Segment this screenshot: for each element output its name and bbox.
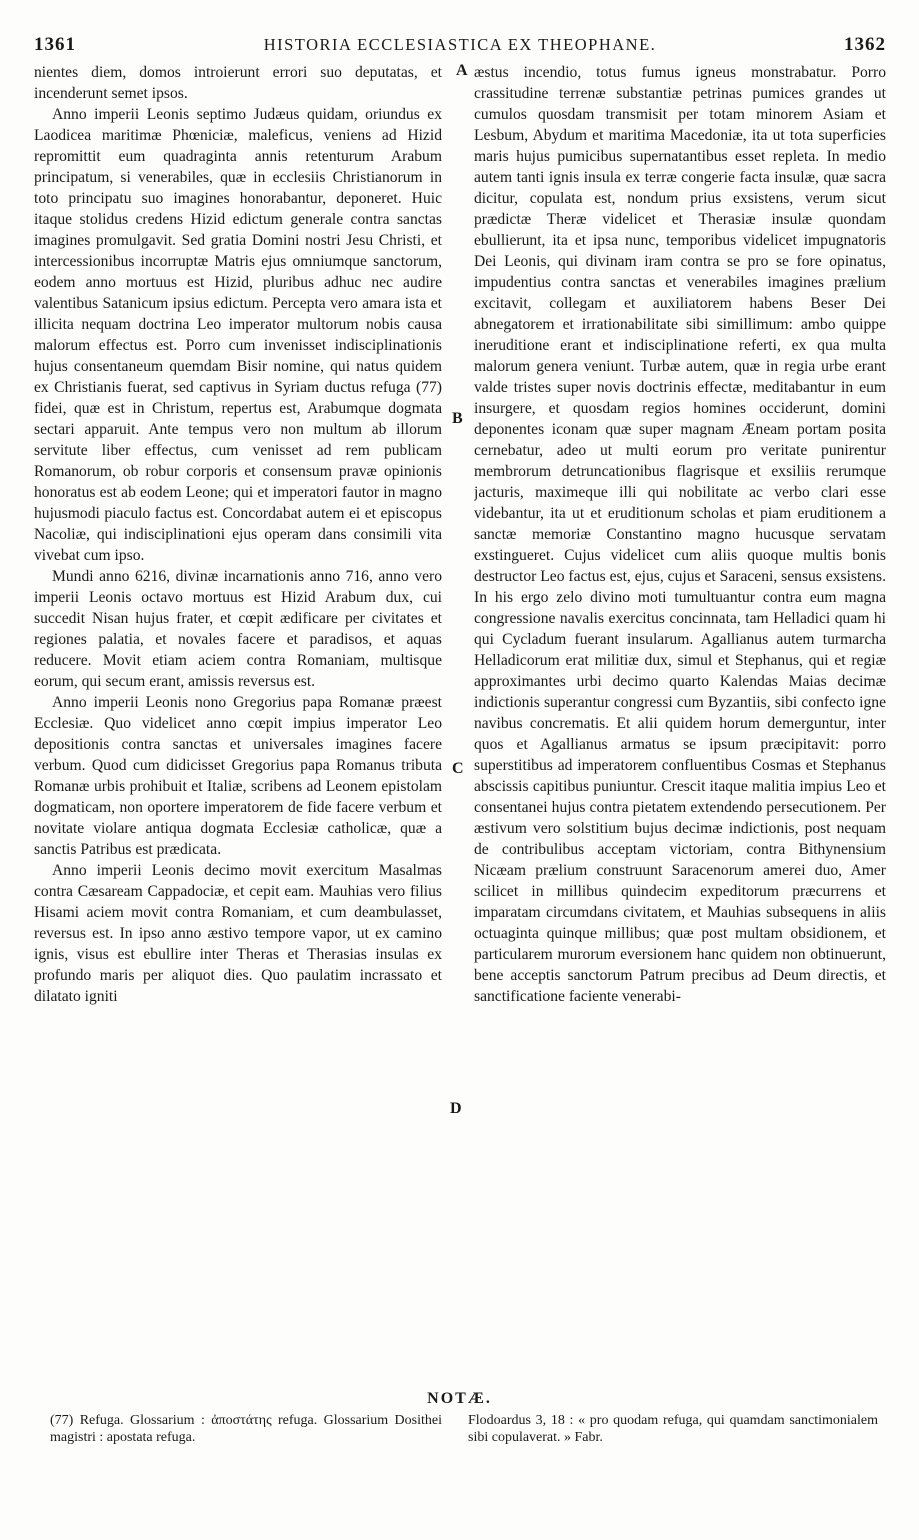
page-number-left: 1361 [34,34,76,55]
paragraph: nientes diem, domos introierunt errori suo deputatas, et incenderunt semet ipsos. [34,64,442,102]
notes-heading: NOTÆ. [427,1390,492,1407]
footnote-right: Flodoardus 3, 18 : « pro quodam refuga, qui quamdam sanctimonialem sibi copulaverat. » Fabr. [468,1413,878,1445]
running-header [34,34,886,60]
margin-letter-b: B [452,410,463,427]
paragraph: Mundi anno 6216, divinæ incarnationis anno 716, anno vero imperii Leonis octavo mortuus est Hizid Arabum dux, cui succedit Nisan hujus frater, et cœpit ædificare per civitates et regiones palatia, et novales facere et paradisos, et aquas reducere. Movit etiam aciem contra Romaniam, multisque eorum, qui secum erant, amissis reversus est. [34,568,442,690]
paragraph: Anno imperii Leonis septimo Judæus quidam, oriundus ex Laodicea maritimæ Phœniciæ, maleficus, veniens ad Hizid repromittit eum quadraginta annis retenturum Arabum principatum, si venerabiles, quæ in ecclesiis Christianorum in toto principatu suo imagines honorabantur, deponeret. Huic itaque stolidus credens Hizid edictum generale contra sanctas imagines promulgavit. Sed gratia Domini nostri Jesu Christi, et intercessionibus incorruptæ Matris ejus omniumque sanctorum, eodem anno mortuus est Hizid, pluribus adhuc nec audire valentibus Satanicum ipsius edictum. Percepta vero amara ista et illicita nequam doctrina Leo imperator multorum nobis causa malorum effectus est. Porro cum invenisset indisciplinationis hujus consentaneum quemdam Bisir nomine, qui natus quidem ex Christianis fuerat, sed captivus in Syriam ductus refuga (77) fidei, quæ est in Christum, repertus est, Arabumque dogmata sectari apparuit. Ante tempus vero non multum ab illorum servitute liber effectus, cum venisset ad rem publicam Romanorum, ob robur corporis et consensum pravæ opinionis honoratus est ab eodem Leone; qui et imperatori fautor in magno hujusmodi piaculo factus est. Concordabat autem ei et episcopus Nacoliæ, qui indisciplinationi ejus operam dans consimili vita vivebat cum ipso. [34,106,442,564]
margin-letter-c: C [452,760,464,777]
left-column [34,62,442,1388]
footnote-left: (77) Refuga. Glossarium : ἀποστάτης refuga. Glossarium Dosithei magistri : apostata refuga. [50,1413,442,1445]
page-number-right: 1362 [844,34,886,55]
paragraph: Anno imperii Leonis nono Gregorius papa Romanæ præest Ecclesiæ. Quo videlicet anno cœpit impius imperator Leo depositionis contra sanctas et universales imagines facere verbum. Quod cum didicisset Gregorius papa Romanus tributa Romanæ urbis prohibuit et Italiæ, scribens ad Leonem epistolam dogmaticam, non oportere imperatorem de fide facere verbum et novitate violare antiqua dogmata Ecclesiæ catholicæ, quæ a sanctis Patribus est prædicata. [34,694,442,858]
margin-letter-a: A [456,62,468,79]
running-title: HISTORIA ECCLESIASTICA EX THEOPHANE. [263,35,657,54]
margin-letter-d: D [450,1100,462,1117]
paragraph: Anno imperii Leonis decimo movit exercitum Masalmas contra Cæsaream Cappadociæ, et cepit eam. Mauhias vero filius Hisami aciem movit contra Romaniam, et cum deambulasset, reversus est. In ipso anno æstivo tempore vapor, ut ex camino ignis, visus est ebullire inter Theras et Therasias insulas ex profundo maris per aliquot dies. Quo paulatim incrassato et dilatato igniti [34,862,442,1005]
right-column [474,62,886,1388]
paragraph: æstus incendio, totus fumus igneus monstrabatur. Porro crassitudine terrenæ substantiæ petrinas pumices grandes ut cumulos quosdam transmisit per totam minorem Asiam et Lesbum, Abydum et maritima Macedoniæ, ita ut tota superficies maris hujus pumicibus supernatantibus esset repleta. In medio autem tanti ignis insula ex terræ congerie facta insulæ, quæ sacra dicitur, copulata est, nondum prius exsistens, verum sicut prædictæ Theræ videlicet et Therasiæ insulæ quondam ebullierunt, ita et ipsa nunc, temporibus videlicet impugnatoris Dei Leonis, qui divinam iram contra se pro se fore opinatus, impudentius contra sanctas et venerabiles imagines prælium excitavit, collegam et auxiliatorem habens Beser Dei abnegatorem et irrationabilitate sibi simillimum: ambo quippe ineruditione erant et indisciplinatione referti, ex qua multa malorum genera veniunt. Turbæ autem, quæ in regia urbe erant valde tristes super novis doctrinis effectæ, meditabantur in eum insurgere, et quosdam regios homines occiderunt, domini deponentes iconam quæ super magnam Æneam portam posita cernebatur, adeo ut multi eorum pro veritate punirentur membrorum detruncationibus flagrisque et exsiliis rerumque jacturis, maximeque illi qui nobilitate ac verbo clari esse videbantur, ita ut et eruditionum scholas et piam eruditionem a sanctæ memoriæ Constantino magno hucusque servatam exstingueret. Cujus videlicet cum aliis quoque multis bonis destructor Leo factus est, ejus, cujus et Saraceni, sensus exsistens. In his ergo zelo divino moti tumultuantur contra eum magna congressione navalis exercitus concinnata, tam Helladici quam hi qui Cycladum fuerant insularum. Agallianus autem turmarcha Helladicorum erat militiæ dux, simul et Stephanus, qui et regiæ approximantes urbi decimo quarto Kalendas Maias decimæ indictionis superantur congressi cum Byzantiis, sibi confecto igne navibus concrematis. Et alii quidem horum demerguntur, inter quos et Agallianus armatus se ipsum præcipitavit: porro superstitibus ad imperatorem confluentibus Cosmas et Stephanus abscissis capitibus puniuntur. Crescit itaque malitia impius Leo et consentanei hujus contra pietatem extendendo persecutionem. Per æstivum vero solstitium bujus decimæ indictionis, post nequam de contribulibus acceptam victoriam, contra Bithynensium Nicæam prælium construunt Saracenorum amerei duo, Amer scilicet in millibus quindecim expeditorum præcurrens et imparatam circumdans civitatem, et Mauhias subsequens in aliis octuaginta quinque millibus; quæ post multam obsidionem, et particularem murorum eversionem hanc quidem non obtinuerunt, bene acceptis sanctorum Patrum precibus ad Deum directis, et sanctificatione faciente venerabi- [474,64,886,1005]
